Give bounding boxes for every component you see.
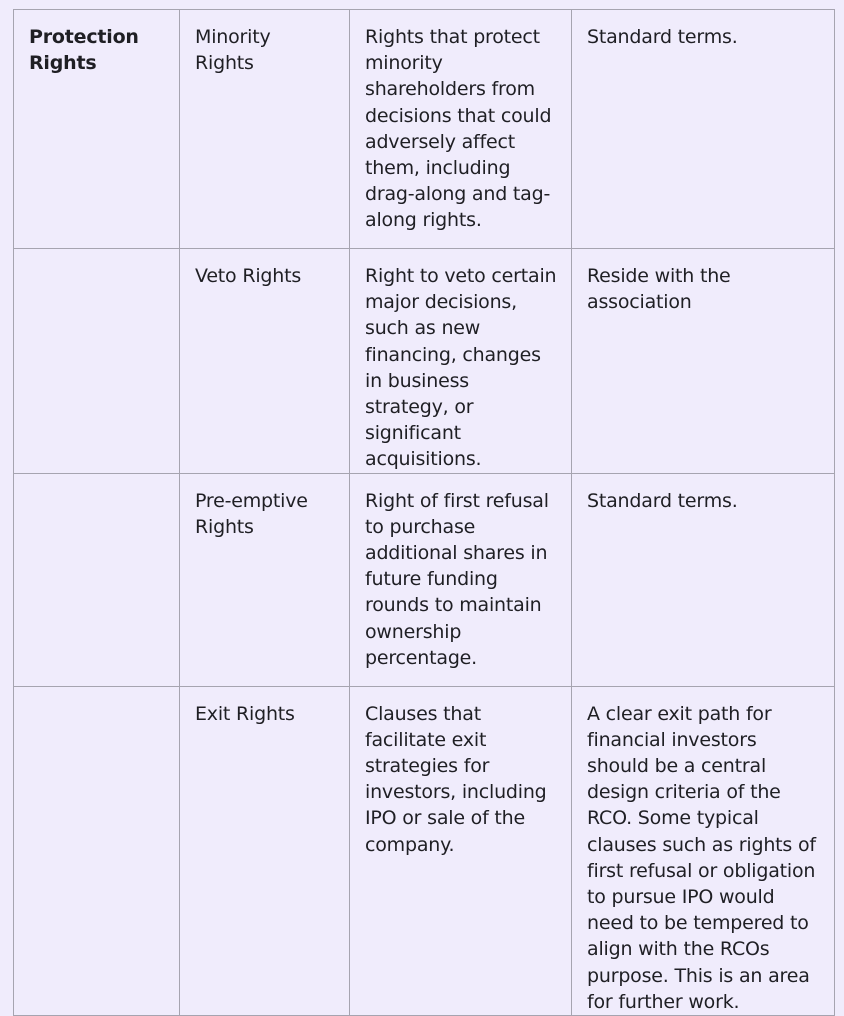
table-row [14, 686, 835, 1015]
category-cell: Protection Rights [14, 10, 180, 249]
table-row [14, 10, 835, 249]
description-cell: Right of first refusal to purchase additional shares in future funding rounds to maintain ownership percentage. [350, 473, 572, 686]
description-cell: Rights that protect minority shareholders from decisions that could adversely affect them, including drag-along and tag-along rights. [350, 10, 572, 249]
description-cell: Clauses that facilitate exit strategies for investors, including IPO or sale of the company. [350, 686, 572, 1015]
rco-terms-cell: Standard terms. [572, 10, 835, 249]
right-name-cell: Exit Rights [180, 686, 350, 1015]
right-name-cell: Minority Rights [180, 10, 350, 249]
rco-terms-cell: Reside with the association [572, 249, 835, 474]
empty-category-cell [14, 473, 180, 686]
protection-rights-table [13, 9, 835, 1016]
empty-category-cell [14, 686, 180, 1015]
right-name-cell: Pre-emptive Rights [180, 473, 350, 686]
rco-terms-cell: Standard terms. [572, 473, 835, 686]
table-row [14, 473, 835, 686]
rco-terms-cell: A clear exit path for financial investors should be a central design criteria of the RCO. Some typical clauses such as rights of first refusal or obligation to pursue IPO would need to be tempered to align with the RCOs purpose. This is an area for further work. [572, 686, 835, 1015]
table-row [14, 249, 835, 474]
description-cell: Right to veto certain major decisions, such as new financing, changes in business strategy, or significant acquisitions. [350, 249, 572, 474]
right-name-cell: Veto Rights [180, 249, 350, 474]
empty-category-cell [14, 249, 180, 474]
